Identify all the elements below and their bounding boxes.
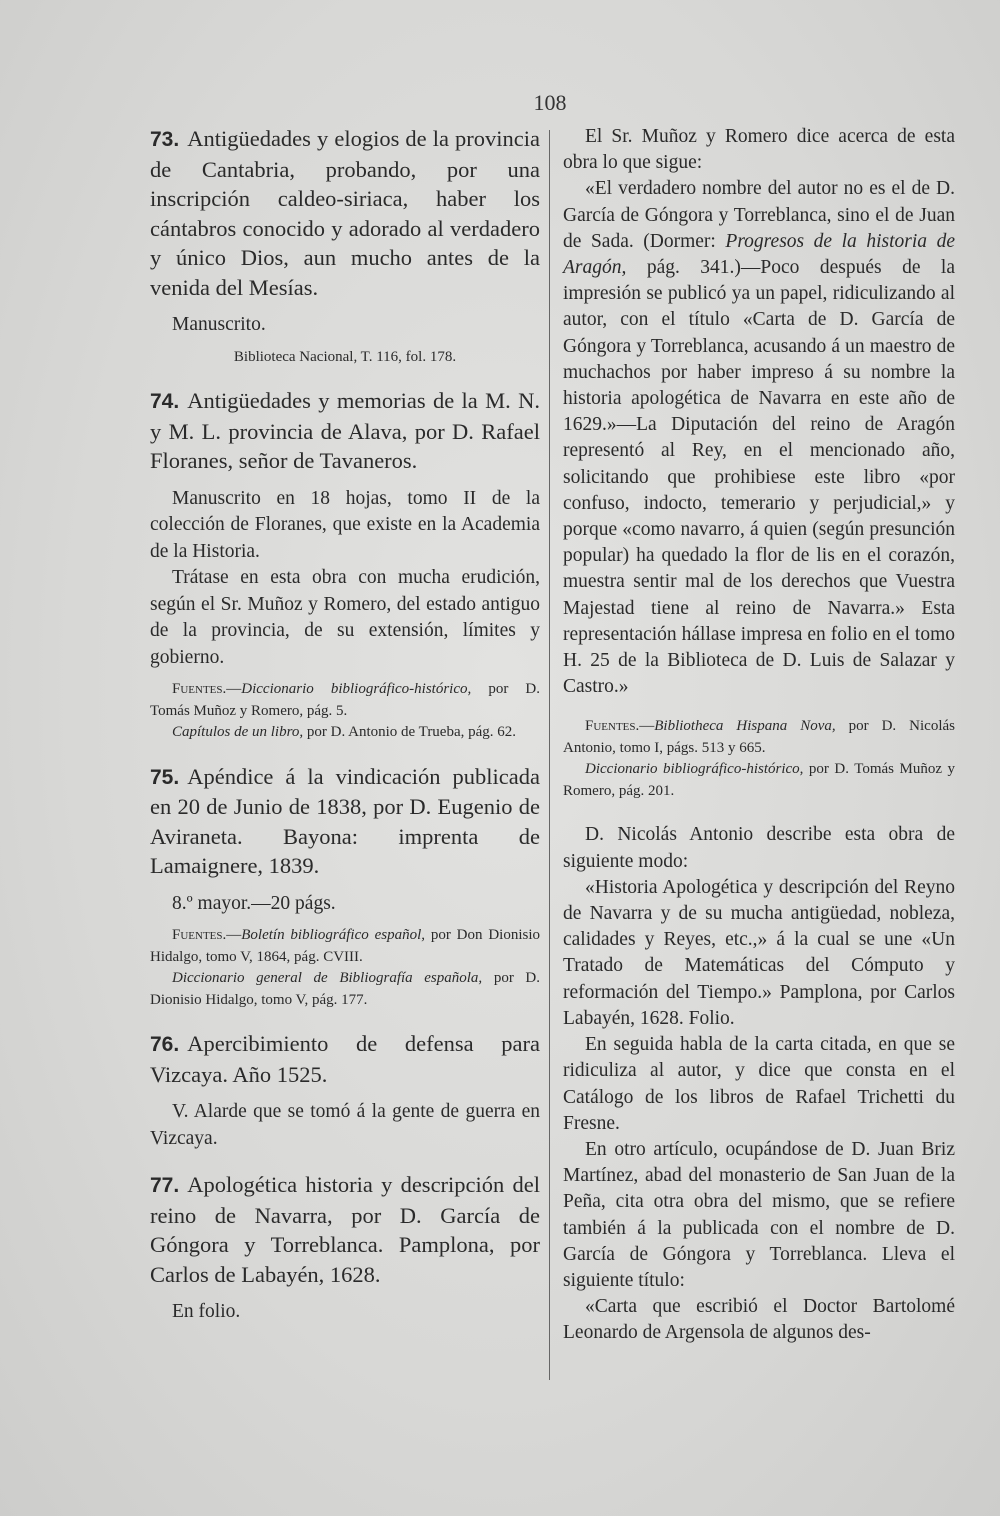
cited-work: Progresos de la historia de Aragón, <box>563 230 955 279</box>
entry-76 <box>150 1029 540 1152</box>
sources: Fuentes.—Bibliotheca Hispana Nova, por D. Nicolás Antonio, tomo I, págs. 513 y 665. <box>563 718 955 756</box>
source-title: Diccionario general de Bibliografía española, <box>172 970 483 986</box>
entry-heading <box>150 1029 540 1089</box>
paragraph: «Historia Apologética y descripción del Reyno de Navarra y de su mucha antigüedad, nobleza, calidades y Reyes, etc.,» á la cual se une «Un Tratado de Matemáticas del Cómputo y reformación del Tiempo.» Pamplona, por Carlos Labayén, 1628. Folio. <box>563 876 955 1029</box>
entry-number: 76. <box>150 1033 180 1056</box>
entry-number: 74. <box>150 390 180 413</box>
source-title: Diccionario bibliográfico-histórico, <box>241 681 472 697</box>
entry-number: 73. <box>150 128 180 151</box>
column-divider <box>549 130 550 1380</box>
entry-heading <box>150 1170 540 1289</box>
source-title: Bibliotheca Hispana Nova, <box>654 718 836 735</box>
sources <box>150 722 540 744</box>
source-detail: por D. Tomás Muñoz y Romero, pág. 201. <box>563 761 955 799</box>
entry-title: Apercibimiento de defensa para Vizcaya. Año 1525. <box>150 1031 540 1087</box>
entry-74 <box>150 386 540 744</box>
paragraph: En otro artículo, ocupándose de D. Juan Briz Martínez, abad del monasterio de San Juan de la Peña, cita otra obra del mismo, que se refiere también á la publicada con el nombre de D. García de Góngora y Torreblanca. Lleva el siguiente título: <box>563 1138 955 1291</box>
entry-title: Antigüedades y memorias de la M. N. y M. L. provincia de Alava, por D. Rafael Floranes, señor de Tavaneros. <box>150 388 540 473</box>
entry-title: Apologética historia y descripción del reino de Navarra, por D. García de Góngora y Torreblanca. Pamplona, por Carlos de Labayén, 1628. <box>150 1172 540 1287</box>
source-title: Boletín bibliográfico español, <box>241 927 425 943</box>
entry-heading <box>150 386 540 476</box>
entry-heading <box>150 762 540 881</box>
source-detail: por D. Dionisio Hidalgo, tomo V, pág. 177. <box>150 970 541 1008</box>
source-detail: por Don Dionisio Hidalgo, tomo V, 1864, pág. CVIII. <box>150 927 541 965</box>
quotation <box>563 176 955 700</box>
source-detail: por D. Antonio de Trueba, pág. 62. <box>306 724 517 740</box>
page-number: 108 <box>533 90 567 115</box>
entry-number: 75. <box>150 765 180 789</box>
entry-paragraph: Trátase en esta obra con mucha erudición, según el Sr. Muñoz y Romero, del estado antiguo de la provincia, de su extensión, límites y gobierno. <box>150 567 540 668</box>
entry-note: Manuscrito. <box>172 314 266 335</box>
entry-paragraph: V. Alarde que se tomó á la gente de guerra en Vizcaya. <box>150 1101 540 1149</box>
sources <box>150 968 540 1011</box>
sources: Fuentes.—Diccionario bibliográfico-histórico, por D. Tomás Muñoz y Romero, pág. 5. <box>150 681 541 719</box>
entry-75 <box>150 762 540 1012</box>
entry-heading <box>150 124 540 302</box>
right-column <box>563 124 955 1347</box>
entry-77 <box>150 1170 540 1326</box>
paragraph: En seguida habla de la carta citada, en que se ridiculiza al autor, y dice que consta en el Catálogo de los libros de Rafael Trichetti du Fresne. <box>563 1034 955 1134</box>
entry-location: Biblioteca Nacional, T. 116, fol. 178. <box>233 348 457 365</box>
source-detail: por D. Tomás Muñoz y Romero, pág. 5. <box>150 681 541 719</box>
entry-format: En folio. <box>172 1301 241 1322</box>
entry-73 <box>150 124 540 368</box>
paragraph: D. Nicolás Antonio describe esta obra de siguiente modo: <box>563 824 955 872</box>
source-title: Diccionario bibliográfico-histórico, <box>585 761 804 778</box>
entry-number: 77. <box>150 1174 180 1197</box>
left-column <box>150 124 540 1344</box>
sources <box>563 759 955 802</box>
sources: Fuentes.—Boletín bibliográfico español, por Don Dionisio Hidalgo, tomo V, 1864, pág. CVIII. <box>150 927 541 965</box>
entry-format: 8.º mayor.—20 págs. <box>172 892 336 914</box>
source-title: Capítulos de un libro, <box>172 724 304 740</box>
quote-text: «El verdadero nombre del autor no es el de D. García de Góngora y Torreblanca, sino el de Juan de Sada. (Dormer: <box>563 178 955 252</box>
paragraph: «Carta que escribió el Doctor Bartolomé Leonardo de Argensola de algunos des- <box>563 1296 955 1344</box>
entry-paragraph: Manuscrito en 18 hojas, tomo II de la colección de Floranes, que existe en la Academia de la Historia. <box>150 487 540 562</box>
sources-label: Fuentes. <box>585 718 640 735</box>
entry-title: Apéndice á la vindicación publicada en 20 de Junio de 1838, por D. Eugenio de Aviraneta. Bayona: imprenta de Lamaignere, 1839. <box>150 763 540 878</box>
source-detail: por D. Nicolás Antonio, tomo I, págs. 513 y 665. <box>563 718 955 756</box>
paragraph: El Sr. Muñoz y Romero dice acerca de esta obra lo que sigue: <box>563 126 955 174</box>
sources-label: Fuentes. <box>172 681 227 697</box>
quote-text: pág. 341.)—Poco después de la impresión se publicó ya un papel, ridiculizando al autor, con el título «Carta de D. García de Góngora y Torreblanca, acusando á un maestro de muchachos por haber impreso á su nombre la historia apologética de Navarra en este año de 1629.»—La Diputación del reino de Aragón representó al Rey, en el mencionado año, solicitando que prohibiese este libro «por confuso, indocto, temerario y perjudicial,» y porque «como navarro, á quien (según presunción popular) ha quedado la flor de lis en el corazón, muestra sentir mal de los derechos que Vuestra Majestad tiene al reino de Navarra.» Esta representación hállase impresa en folio en el tomo H. 25 de la Biblioteca de D. Luis de Salazar y Castro.» <box>563 257 955 698</box>
entry-title: Antigüedades y elogios de la provincia de Cantabria, probando, por una inscripción caldeo-siriaca, haber los cántabros conocido y adorado al verdadero y único Dios, aun mucho antes de la venida del Mesías. <box>150 126 540 300</box>
sources-label: Fuentes. <box>172 927 227 943</box>
